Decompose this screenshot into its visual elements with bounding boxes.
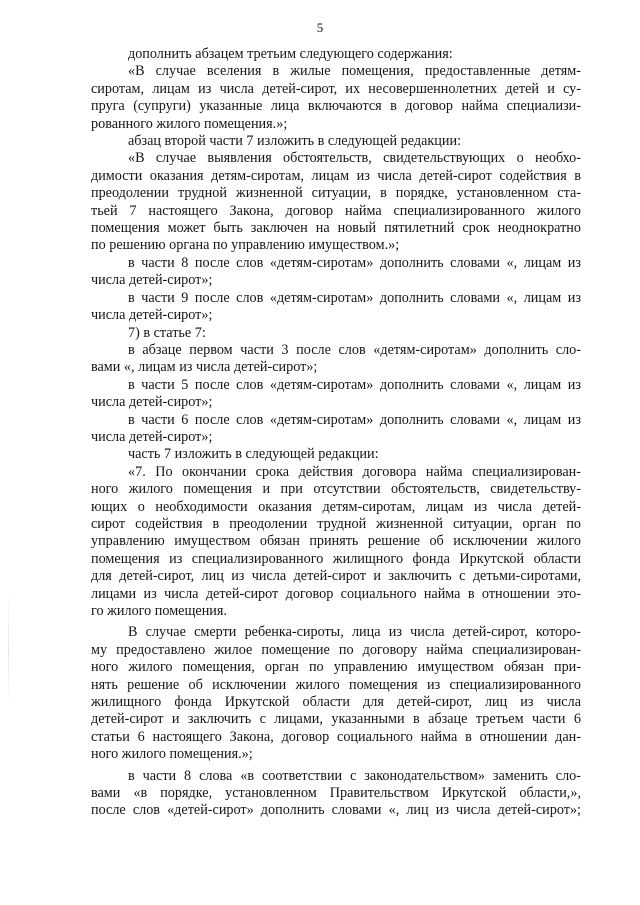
text-line: «7. По окончании срока действия договора найма специализирован-: [128, 463, 581, 480]
text-line: числа детей-сирот»;: [91, 394, 213, 411]
text-line: для детей-сирот, лиц из числа детей-сирот и заключить с детьми-сиротами,: [91, 568, 581, 585]
text-line: вами «, лицам из числа детей-сирот»;: [91, 359, 318, 376]
page-number: 5: [316, 20, 324, 35]
text-line: му предоставлено жилое помещение по договору найма специализирован-: [91, 641, 581, 658]
text-line: димости оказания детям-сиротам, лицам из числа детей-сирот содействия в: [91, 167, 581, 184]
text-line: жилищного фонда Иркутской области для детей-сирот, лиц из числа: [91, 694, 581, 711]
document-body: [91, 46, 581, 820]
text-line: сирот содействия в преодолении трудной жизненной ситуации, орган по: [91, 515, 581, 532]
text-line: 7) в статье 7:: [128, 324, 206, 341]
text-line: го жилого помещения.: [91, 603, 227, 619]
text-line: нять решение об исключении жилого помещения из специализированного: [91, 676, 581, 693]
text-line: абзац второй части 7 изложить в следующей редакции:: [128, 133, 462, 150]
text-line: в части 9 после слов «детям-сиротам» дополнить словами «, лицам из: [128, 289, 581, 306]
text-line: преодолении трудной жизненной ситуации, в порядке, установленном ста-: [91, 185, 581, 202]
text-line: лицами из числа детей-сирот договор социального найма в отношении это-: [91, 585, 581, 602]
text-line: числа детей-сирот»;: [91, 428, 213, 445]
text-line: после слов «детей-сирот» дополнить словами «, лиц из числа детей-сирот»;: [91, 802, 581, 819]
text-line: управлению имуществом обязан принять решение об исключении жилого: [91, 533, 581, 550]
text-line: в части 5 после слов «детям-сиротам» дополнить словами «, лицам из: [128, 376, 581, 393]
text-line: по решению органа по управлению имуществом.»;: [91, 237, 400, 254]
text-line: сиротам, лицам из числа детей-сирот, их несовершеннолетних детей и су-: [91, 80, 581, 97]
text-line: в части 8 после слов «детям-сиротам» дополнить словами «, лицам из: [128, 254, 581, 271]
text-line: ющих о необходимости оказания детям-сиротам, лицам из числа детей-: [91, 498, 581, 515]
text-line: вами «в порядке, установленном Правительством Иркутской области,»,: [91, 785, 581, 802]
text-line: В случае смерти ребенка-сироты, лица из числа детей-сирот, которо-: [128, 624, 581, 641]
text-line: статьи 6 настоящего Закона, договор социального найма в отношении дан-: [91, 728, 581, 745]
text-line: часть 7 изложить в следующей редакции:: [128, 446, 379, 463]
text-line: в части 6 после слов «детям-сиротам» дополнить словами «, лицам из: [128, 411, 581, 428]
text-line: рованного жилого помещения.»;: [91, 115, 288, 132]
text-line: числа детей-сирот»;: [91, 272, 213, 289]
text-line: пруга (супруги) указанные лица включаются в договор найма специализи-: [91, 98, 581, 115]
text-line: «В случае вселения в жилые помещения, предоставленные детям-: [128, 63, 581, 80]
text-line: в части 8 слова «в соответствии с законодательством» заменить сло-: [128, 767, 581, 784]
text-line: ного жилого помещения.»;: [91, 746, 253, 763]
text-line: дополнить абзацем третьим следующего содержания:: [128, 46, 453, 62]
text-line: ного жилого помещения, орган по управлению имуществом обязан при-: [91, 659, 581, 676]
text-line: помещения из специализированного жилищного фонда Иркутской области: [91, 550, 581, 567]
text-line: ного жилого помещения и при отсутствии обстоятельств, свидетельству-: [91, 481, 581, 498]
text-line: тьей 7 настоящего Закона, договор найма специализированного жилого: [91, 202, 581, 219]
text-line: детей-сирот и заключить с лицами, указанными в абзаце третьем части 6: [91, 711, 581, 728]
text-line: в абзаце первом части 3 после слов «детям-сиротам» дополнить сло-: [128, 341, 581, 358]
text-line: числа детей-сирот»;: [91, 307, 213, 324]
scan-edge-mark: [8, 590, 9, 710]
text-line: «В случае выявления обстоятельств, свидетельствующих о необхо-: [128, 150, 581, 167]
text-line: помещения может быть заключен на новый пятилетний срок неоднократно: [91, 220, 581, 237]
